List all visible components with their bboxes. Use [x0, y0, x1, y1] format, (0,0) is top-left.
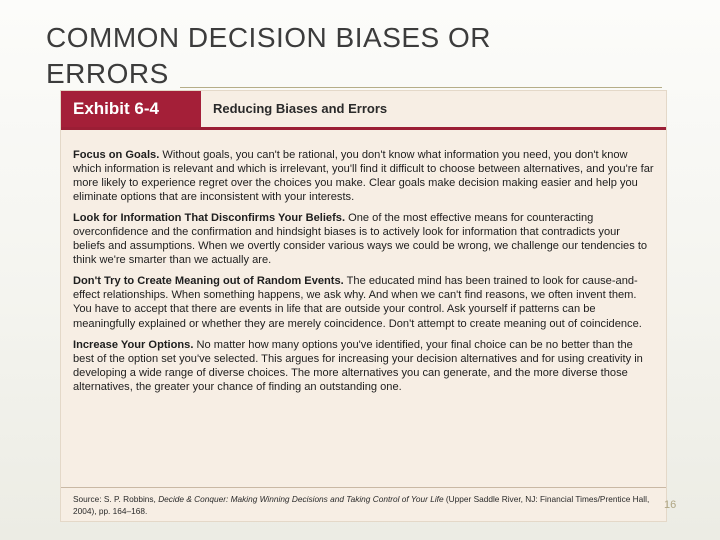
paragraph-text: No matter how many options you've identified, your final choice can be no better than the best of the option set you've selected. This argues for increasing your decision alternatives and for using creativity in developing a wide range of diverse choices. The more alternatives you can generate, and the more diverse those alternatives, the greater your chance of finding an outstanding one. — [73, 338, 643, 393]
paragraph-lead: Increase Your Options. — [73, 338, 194, 351]
title-underline — [180, 87, 662, 88]
source-prefix: Source: S. P. Robbins, — [73, 494, 156, 504]
slide-number: 16 — [664, 499, 677, 511]
paragraph-increase-options — [73, 338, 655, 394]
source-suffix: (Upper Saddle River, NJ: Financial Times/Prentice Hall, 2004), pp. 164–168. — [73, 494, 650, 516]
exhibit-heading: Reducing Biases and Errors — [213, 101, 388, 116]
paragraph-random-events — [73, 274, 655, 330]
paragraph-focus-on-goals — [73, 148, 655, 204]
source-book-title: Decide & Conquer: Making Winning Decisions and Taking Control of Your Life — [158, 494, 444, 504]
exhibit-panel — [61, 91, 666, 521]
paragraph-text: The educated mind has been trained to look for cause-and-effect relationships. When something happens, we ask why. And when we can't find reasons, we often invent them. You have to accept that there are events in life that are outside your control. Ask yourself if patterns can be meaningfully explained or whether they are merely coincidence. Don't attempt to create meaning out of coincidence. — [73, 275, 642, 330]
paragraph-text: Without goals, you can't be rational, you don't know what information you need, you don't know which information is relevant and which is irrelevant, you'll find it difficult to choose between alternatives, and you're far more likely to experience regret over the choices you make. Clear goals make decision making easier and help you eliminate options that are inconsistent with your interests. — [73, 149, 654, 204]
paragraph-lead: Focus on Goals. — [73, 149, 160, 161]
paragraph-disconfirm-beliefs — [73, 211, 655, 267]
slide-title: COMMON DECISION BIASES OR ERRORS — [46, 22, 491, 89]
paragraph-lead: Look for Information That Disconfirms Your Beliefs. — [73, 212, 346, 225]
paragraph-text: One of the most effective means for counteracting overconfidence and the confirmation and hindsight biases is to actively look for information that contradicts your beliefs and assumptions. When we overtly consider various ways we could be wrong, we challenge our tendencies to think we're smarter than we actually are. — [73, 212, 648, 267]
exhibit-body — [73, 148, 655, 401]
exhibit-source-citation — [61, 487, 666, 521]
exhibit-header — [61, 91, 666, 130]
exhibit-label: Exhibit 6-4 — [61, 91, 201, 127]
paragraph-lead: Don't Try to Create Meaning out of Random Events. — [73, 275, 344, 288]
